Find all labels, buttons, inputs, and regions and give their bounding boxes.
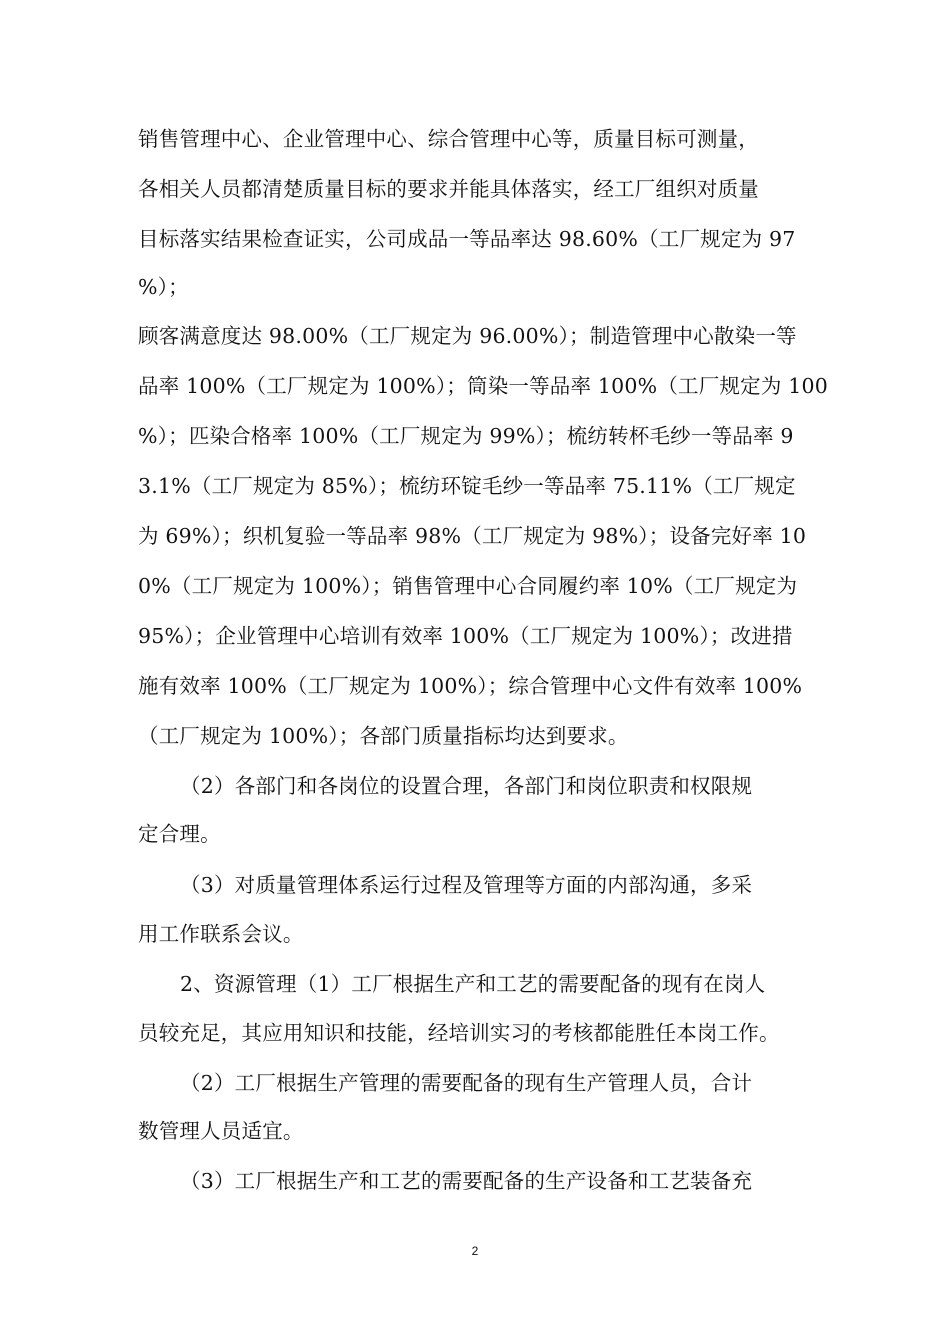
body-text-line: 0%（工厂规定为 100%）；销售管理中心合同履约率 10%（工厂规定为 (138, 574, 798, 598)
body-text-line: %）；匹染合格率 100%（工厂规定为 99%）；梳纺转杯毛纱一等品率 9 (138, 424, 794, 448)
body-text-line: 2、资源管理（1）工厂根据生产和工艺的需要配备的现有在岗人 (180, 972, 766, 996)
body-text-line: 定合理。 (138, 822, 221, 846)
body-text-line: （3）工厂根据生产和工艺的需要配备的生产设备和工艺装备充 (180, 1169, 753, 1193)
body-text-line: 95%）；企业管理中心培训有效率 100%（工厂规定为 100%）；改进措 (138, 624, 793, 648)
body-text-line: 销售管理中心、企业管理中心、综合管理中心等，质量目标可测量， (138, 127, 759, 151)
body-text-line: 品率 100%（工厂规定为 100%）；筒染一等品率 100%（工厂规定为 100 (138, 374, 828, 398)
body-text-line: 目标落实结果检查证实，公司成品一等品率达 98.60%（工厂规定为 97 (138, 227, 796, 251)
body-text-line: 各相关人员都清楚质量目标的要求并能具体落实，经工厂组织对质量 (138, 177, 759, 201)
body-text-line: %）； (138, 275, 189, 299)
body-text-line: （工厂规定为 100%）；各部门质量指标均达到要求。 (138, 724, 629, 748)
body-text-line: （2）各部门和各岗位的设置合理，各部门和岗位职责和权限规 (180, 774, 753, 798)
page-number: 2 (471, 1244, 479, 1258)
body-text-line: 施有效率 100%（工厂规定为 100%）；综合管理中心文件有效率 100% (138, 674, 803, 698)
body-text-line: 用工作联系会议。 (138, 922, 304, 946)
body-text-line: （3）对质量管理体系运行过程及管理等方面的内部沟通，多采 (180, 873, 753, 897)
body-text-line: 数管理人员适宜。 (138, 1119, 304, 1143)
body-text-line: 员较充足，其应用知识和技能，经培训实习的考核都能胜任本岗工作。 (138, 1021, 780, 1045)
body-text-line: （2）工厂根据生产管理的需要配备的现有生产管理人员，合计 (180, 1071, 753, 1095)
body-text-line: 为 69%）；织机复验一等品率 98%（工厂规定为 98%）；设备完好率 10 (138, 524, 807, 548)
body-text-line: 顾客满意度达 98.00%（工厂规定为 96.00%）；制造管理中心散染一等 (138, 324, 797, 348)
body-text-line: 3.1%（工厂规定为 85%）；梳纺环锭毛纱一等品率 75.11%（工厂规定 (138, 474, 796, 498)
